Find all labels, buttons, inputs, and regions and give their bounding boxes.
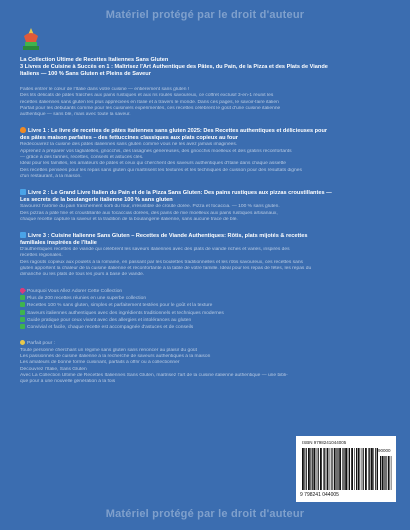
book-icon — [20, 232, 26, 238]
intro-line: Des lits délicats de pâtes fraîches aux pains rustiques et aux ris roulés savoureux, ce coffret exclusif 3-en-1 réunit les — [20, 93, 274, 99]
title-line: 3 Livres de Cuisine à Succès en 1 : Maîtrisez l'Art Authentique des Pâtes, du Pain, de la Pizza et des Plats de Viande — [20, 64, 328, 70]
intro-paragraph — [20, 87, 398, 118]
check-icon — [20, 324, 25, 329]
isbn-barcode — [296, 436, 396, 502]
price-code: 90000 — [378, 448, 391, 453]
heart-icon — [20, 288, 26, 294]
book1-description: Redécouvrez la cuisine des pâtes italiennes sans gluten comme vous ne les avez jamais imaginées. Apprenez à préparer vos tagliatelles, gnocchis, des lasagnes généreuses, des gnocchis moelleux et des gratins réconfortants — grâce à des farines, recettes, conseils et astuces clés. Idéal pour les familles, les amateurs de pâtes et ceux qui cherchent des saveurs authentiques d'Italie dans chaque assiette Des recettes pensées pour les repas sans gluten qui maîtrisent les textures et les techniques de cuisson pour des résultats dignes d'un restaurant, à la maison. — [20, 142, 302, 179]
book2-description: Savourez l'arôme du pain fraîchement sorti du four, irrésistible de croûte dorée. Pizza et focaccia. — 100 % sans gluten. Des pizzas à pâte fine et croustillante aux focaccias dorées, des pains de mie moelleux aux pains rustiques artisanaux, chaque recette capture la saveur et la tradition de la boulangerie italienne, sans aucune trace de blé. — [20, 204, 280, 222]
intro-line: recettes italiennes sans gluten les plus appréciées en Italie et à travers le monde. Dans ces pages, le savoir-faire italien — [20, 99, 279, 105]
book3-section — [20, 232, 398, 278]
book-icon — [20, 189, 26, 195]
check-icon — [20, 302, 25, 307]
intro-line: authentique — sans blé, mais avec toute la saveur. — [20, 112, 131, 118]
cover-text — [20, 57, 398, 386]
book1-heading: Livre 1 : Le livre de recettes de pâtes italiennes sans gluten 2025: Des Recettes authentiques et délicieuses pour des pâtes maison parfaites – des fettuccines classiques aux plats copieux au four — [20, 128, 328, 142]
watermark-top: Matériel protégé par le droit d'auteur — [105, 9, 305, 21]
check-icon — [20, 295, 25, 300]
check-icon — [20, 317, 25, 322]
bulb-icon — [20, 340, 25, 345]
book3-heading: Livre 3 : Cuisine Italienne Sans Gluten – Recettes de Viande Authentiques: Rôtis, plats mijotés & recettes familiales inspirées de l'Italie — [20, 233, 308, 247]
barcode-addon-bars — [380, 456, 392, 490]
collection-title — [20, 57, 398, 78]
intro-line: Parfait pour les débutants comme pour les cuisiniers expérimentés, ces recettes célèbrent le goût d'une cuisine italienne — [20, 105, 281, 111]
book2-section — [20, 189, 398, 223]
love-section: Pourquoi Vous Allez Adorer Cette Collection Plus de 200 recettes réunies en une superbe collection Recettes 100 % sans gluten, simples et parfaitement testées pour le goût et la texture Saveurs italiennes authentiques avec des ingrédients traditionnels et techniques modernes Guide pratique pour ceux vivant avec des allergies et intolérances au gluten Convivial et facile, chaque recette est accompagnée d'astuces et de conseils — [20, 288, 398, 332]
check-icon — [20, 310, 25, 315]
watermark-bottom: Matériel protégé par le droit d'auteur — [105, 508, 305, 520]
title-line: La Collection Ultime de Recettes Italiennes Sans Gluten — [20, 57, 169, 63]
book2-heading: Livre 2 : Le Grand Livre Italien du Pain et de la Pizza Sans Gluten: Des pains rustiques aux pizzas croustillantes — Les secrets de la boulangerie italienne 100 % sans gluten — [20, 190, 332, 204]
ideal-section: Parfait pour : Toute personne cherchant un régime sans gluten sans renoncer au plaisir du goût Les passionnés de cuisine italienne à la recherche de saveurs authentiques à la maison Les amateurs de bonne forme cuisinant, parfaits à offrir ou à collectionner Découvrez l'Italie, Sans Gluten Avec La Collection Ultime de Recettes Italiennes Sans Gluten, maîtrisez l'art de la cuisine italienne authentique — une bibli- que pour à une nouvelle génération à la fois — [20, 341, 288, 385]
fire-icon — [20, 127, 26, 133]
title-line: Italiens — 100 % Sans Gluten et Pleins de Saveur — [20, 71, 151, 77]
barcode-digits: 9 798241 044005 — [300, 492, 339, 498]
book1-section — [20, 127, 398, 180]
book3-description: D'authentiques recettes de viande qui célèbrent les saveurs italiennes avec des plats de viande riches et variés, inspirés des recettes régionales. Des ragoûts copieux aux poulets à la romaine, en passant par les boulettes traditionnelles et les rôtis savoureux, ces recettes sans gluten apportent la chaleur de la cuisine italienne et réconfortante à la table de votre famille. Idéal pour les repas de fêtes, les repas du dimanche ou les plats de tous les jours à base de viande. — [20, 247, 312, 278]
publisher-logo-icon — [20, 26, 42, 52]
intro-line: Faites entrer le cœur de l'Italie dans votre cuisine — entièrement sans gluten ! — [20, 87, 190, 92]
barcode-bars — [302, 448, 378, 490]
isbn-label: ISBN 9798241044005 — [302, 440, 347, 445]
